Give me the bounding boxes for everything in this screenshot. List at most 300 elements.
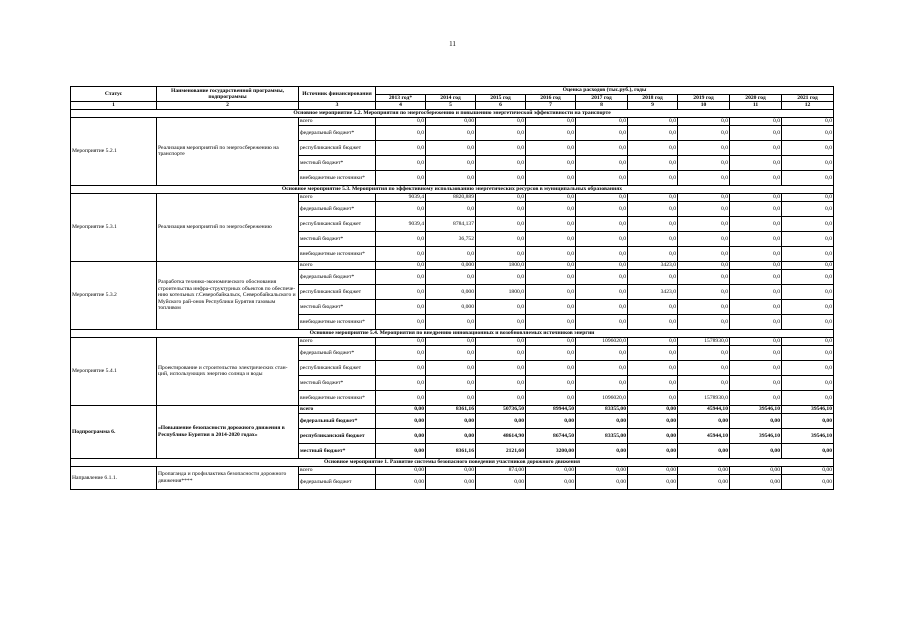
value-cell: 0,0 xyxy=(476,337,526,345)
year-header: 2013 год* xyxy=(376,95,426,102)
value-cell: 0,00 xyxy=(730,474,782,489)
value-cell: 0,0 xyxy=(476,140,526,155)
value-cell: 0,0 xyxy=(678,360,730,375)
funding-source-cell: республиканский бюджет xyxy=(299,428,376,443)
value-cell: 0,0 xyxy=(628,390,678,405)
value-cell: 0,0 xyxy=(678,261,730,269)
value-cell: 0,0 xyxy=(376,231,426,246)
value-cell: 0,0 xyxy=(628,299,678,314)
section-title-row xyxy=(71,458,834,466)
value-cell: 0,0 xyxy=(628,246,678,261)
table-row xyxy=(71,193,834,201)
value-cell: 0,0 xyxy=(782,231,834,246)
value-cell: 0,00 xyxy=(678,474,730,489)
value-cell: 0,0 xyxy=(376,261,426,269)
value-cell: 0,0 xyxy=(730,201,782,216)
value-cell: 0,000 xyxy=(426,284,476,299)
value-cell: 1096020,0 xyxy=(576,390,628,405)
value-cell: 0,00 xyxy=(628,474,678,489)
funding-source-cell: республиканский бюджет xyxy=(299,216,376,231)
value-cell: 0,0 xyxy=(376,345,426,360)
value-cell: 0,0 xyxy=(782,269,834,284)
section-title-row xyxy=(71,185,834,193)
header-status: Статус xyxy=(71,87,157,102)
value-cell: 0,0 xyxy=(576,299,628,314)
value-cell: 0,0 xyxy=(526,337,576,345)
value-cell: 0,0 xyxy=(526,140,576,155)
value-cell: 0,0 xyxy=(576,201,628,216)
value-cell: 0,0 xyxy=(782,140,834,155)
section-title: Основное мероприятие 5.2. Мероприятия по энергосбережению и повышению энергетической эффективности на транспорте xyxy=(71,109,834,117)
value-cell: 0,00 xyxy=(426,413,476,428)
program-name-cell: Реализация мероприятий по энергосбережению на транспорте xyxy=(157,117,299,185)
value-cell: 0,0 xyxy=(678,117,730,125)
value-cell: 0,0 xyxy=(730,360,782,375)
value-cell: 1800,0 xyxy=(476,261,526,269)
status-cell: Мероприятие 5.4.1 xyxy=(71,337,157,405)
value-cell: 0,0 xyxy=(782,390,834,405)
value-cell: 0,0 xyxy=(476,360,526,375)
column-number: 10 xyxy=(678,102,730,109)
table-row xyxy=(71,337,834,345)
value-cell: 0,0 xyxy=(426,345,476,360)
value-cell: 0,0 xyxy=(628,314,678,329)
value-cell: 0,0 xyxy=(526,390,576,405)
value-cell: 0,00 xyxy=(426,117,476,125)
value-cell: 0,0 xyxy=(376,125,426,140)
funding-source-cell: республиканский бюджет xyxy=(299,140,376,155)
value-cell: 36,752 xyxy=(426,231,476,246)
table-row xyxy=(71,466,834,474)
value-cell: 8361,16 xyxy=(426,443,476,458)
column-number: 11 xyxy=(730,102,782,109)
value-cell: 0,0 xyxy=(476,375,526,390)
value-cell: 8820,889 xyxy=(426,193,476,201)
value-cell: 0,0 xyxy=(576,375,628,390)
value-cell: 0,0 xyxy=(678,155,730,170)
value-cell: 0,0 xyxy=(628,375,678,390)
year-header: 2018 год xyxy=(628,95,678,102)
value-cell: 0,0 xyxy=(730,193,782,201)
value-cell: 0,0 xyxy=(678,170,730,185)
value-cell: 0,0 xyxy=(526,201,576,216)
value-cell: 0,0 xyxy=(476,246,526,261)
value-cell: 0,00 xyxy=(628,413,678,428)
value-cell: 0,0 xyxy=(730,284,782,299)
value-cell: 48614,90 xyxy=(476,428,526,443)
value-cell: 0,0 xyxy=(730,140,782,155)
value-cell: 0,0 xyxy=(576,269,628,284)
value-cell: 0,0 xyxy=(526,360,576,375)
funding-source-cell: федеральный бюджет* xyxy=(299,269,376,284)
status-cell: Подпрограмма 6. xyxy=(71,405,157,458)
value-cell: 39546,10 xyxy=(782,405,834,413)
value-cell: 0,0 xyxy=(476,231,526,246)
column-number: 5 xyxy=(426,102,476,109)
value-cell: 0,0 xyxy=(426,360,476,375)
value-cell: 0,00 xyxy=(426,474,476,489)
value-cell: 0,0 xyxy=(426,170,476,185)
status-cell: Направление 6.1.1. xyxy=(71,466,157,489)
value-cell: 8784,137 xyxy=(426,216,476,231)
value-cell: 0,0 xyxy=(678,201,730,216)
value-cell: 0,0 xyxy=(526,170,576,185)
value-cell: 1096020,0 xyxy=(576,337,628,345)
value-cell: 0,0 xyxy=(678,140,730,155)
column-number: 8 xyxy=(576,102,628,109)
value-cell: 0,0 xyxy=(576,117,628,125)
value-cell: 0,0 xyxy=(782,216,834,231)
value-cell: 0,0 xyxy=(476,216,526,231)
year-header: 2016 год xyxy=(526,95,576,102)
column-number: 12 xyxy=(782,102,834,109)
value-cell: 3423,0 xyxy=(628,284,678,299)
value-cell: 0,0 xyxy=(628,345,678,360)
value-cell: 0,0 xyxy=(526,314,576,329)
section-title-row xyxy=(71,109,834,117)
funding-source-cell: внебюджетные источники* xyxy=(299,314,376,329)
value-cell: 0,0 xyxy=(476,314,526,329)
program-name-cell: Реализация мероприятий по энергосбережению xyxy=(157,193,299,261)
value-cell: 0,0 xyxy=(678,345,730,360)
header-source: Источник финансирования xyxy=(299,87,376,102)
value-cell: 0,0 xyxy=(576,231,628,246)
value-cell: 0,0 xyxy=(376,390,426,405)
column-number: 4 xyxy=(376,102,426,109)
value-cell: 0,0 xyxy=(376,201,426,216)
value-cell: 0,0 xyxy=(476,201,526,216)
funding-source-cell: всего xyxy=(299,405,376,413)
table-row xyxy=(71,117,834,125)
year-header: 2015 год xyxy=(476,95,526,102)
value-cell: 0,0 xyxy=(782,201,834,216)
value-cell: 0,0 xyxy=(376,375,426,390)
value-cell: 0,0 xyxy=(526,193,576,201)
value-cell: 0,00 xyxy=(782,466,834,474)
value-cell: 0,00 xyxy=(782,474,834,489)
funding-source-cell: федеральный бюджет* xyxy=(299,201,376,216)
value-cell: 0,0 xyxy=(426,125,476,140)
value-cell: 0,0 xyxy=(782,261,834,269)
funding-source-cell: внебюджетные источники* xyxy=(299,170,376,185)
value-cell: 0,0 xyxy=(376,299,426,314)
value-cell: 50736,50 xyxy=(476,405,526,413)
value-cell: 0,0 xyxy=(426,246,476,261)
value-cell: 0,0 xyxy=(576,345,628,360)
value-cell: 0,0 xyxy=(376,140,426,155)
value-cell: 0,0 xyxy=(526,284,576,299)
value-cell: 0,00 xyxy=(426,428,476,443)
value-cell: 0,00 xyxy=(526,474,576,489)
value-cell: 0,0 xyxy=(628,170,678,185)
value-cell: 0,0 xyxy=(526,155,576,170)
value-cell: 0,00 xyxy=(526,466,576,474)
value-cell: 0,00 xyxy=(628,428,678,443)
value-cell: 0,0 xyxy=(678,284,730,299)
value-cell: 1800,0 xyxy=(476,284,526,299)
value-cell: 0,0 xyxy=(678,375,730,390)
funding-source-cell: республиканский бюджет xyxy=(299,360,376,375)
value-cell: 0,0 xyxy=(376,170,426,185)
value-cell: 0,00 xyxy=(476,413,526,428)
value-cell: 0,0 xyxy=(576,246,628,261)
value-cell: 0,0 xyxy=(628,155,678,170)
funding-source-cell: всего xyxy=(299,337,376,345)
value-cell: 0,0 xyxy=(426,155,476,170)
program-name-cell: Пропаганда и профилактика безопасности дорожного движения**** xyxy=(157,466,299,489)
funding-source-cell: федеральный бюджет* xyxy=(299,345,376,360)
value-cell: 0,0 xyxy=(476,170,526,185)
year-header: 2020 год xyxy=(730,95,782,102)
value-cell: 0,0 xyxy=(782,193,834,201)
value-cell: 9039,4 xyxy=(376,193,426,201)
value-cell: 0,0 xyxy=(526,345,576,360)
value-cell: 83355,00 xyxy=(576,405,628,413)
value-cell: 0,0 xyxy=(628,231,678,246)
funding-source-cell: всего xyxy=(299,117,376,125)
table-row xyxy=(71,261,834,269)
value-cell: 0,00 xyxy=(376,405,426,413)
value-cell: 0,0 xyxy=(782,155,834,170)
funding-source-cell: местный бюджет* xyxy=(299,155,376,170)
value-cell: 0,0 xyxy=(628,337,678,345)
value-cell: 0,0 xyxy=(376,284,426,299)
value-cell: 39546,10 xyxy=(730,405,782,413)
funding-source-cell: федеральный бюджет* xyxy=(299,413,376,428)
value-cell: 0,0 xyxy=(730,216,782,231)
value-cell: 2121,60 xyxy=(476,443,526,458)
value-cell: 0,0 xyxy=(730,125,782,140)
value-cell: 3200,00 xyxy=(526,443,576,458)
value-cell: 0,00 xyxy=(782,413,834,428)
value-cell: 0,0 xyxy=(782,246,834,261)
value-cell: 0,0 xyxy=(476,390,526,405)
value-cell: 0,0 xyxy=(678,216,730,231)
column-number: 2 xyxy=(157,102,299,109)
value-cell: 0,0 xyxy=(678,269,730,284)
section-title: Основное мероприятие 1. Развитие системы безопасного поведения участников дорожного движения xyxy=(71,458,834,466)
value-cell: 0,0 xyxy=(678,246,730,261)
value-cell: 0,0 xyxy=(426,201,476,216)
value-cell: 1578930,0 xyxy=(678,337,730,345)
value-cell: 0,0 xyxy=(730,231,782,246)
value-cell: 0,00 xyxy=(678,443,730,458)
value-cell: 0,0 xyxy=(526,246,576,261)
value-cell: 0,0 xyxy=(576,360,628,375)
value-cell: 0,0 xyxy=(678,231,730,246)
value-cell: 39546,10 xyxy=(730,428,782,443)
value-cell: 0,0 xyxy=(678,125,730,140)
page-number: 11 xyxy=(449,40,456,48)
value-cell: 0,0 xyxy=(376,314,426,329)
program-name-cell: Разработка технико-экономического обоснования строительства инфра-структурных объектов по обеспече-нию котельных г.Северобайкальск, Северобайкальского и Муйского рай-онов Республики Бурятия газовым топливом xyxy=(157,261,299,329)
value-cell: 0,0 xyxy=(526,269,576,284)
value-cell: 0,00 xyxy=(376,474,426,489)
value-cell: 0,0 xyxy=(782,375,834,390)
value-cell: 0,0 xyxy=(576,170,628,185)
value-cell: 0,0 xyxy=(782,360,834,375)
value-cell: 0,0 xyxy=(476,345,526,360)
value-cell: 0,0 xyxy=(628,193,678,201)
value-cell: 0,0 xyxy=(576,155,628,170)
funding-source-cell: федеральный бюджет* xyxy=(299,125,376,140)
funding-source-cell: местный бюджет* xyxy=(299,375,376,390)
value-cell: 0,0 xyxy=(782,314,834,329)
value-cell: 0,0 xyxy=(730,345,782,360)
value-cell: 0,0 xyxy=(678,193,730,201)
value-cell: 83355,00 xyxy=(576,428,628,443)
header-estimate: Оценка расходов (тыс.руб.), годы xyxy=(376,87,834,95)
value-cell: 0,0 xyxy=(782,125,834,140)
value-cell: 3423,0 xyxy=(628,261,678,269)
value-cell: 0,0 xyxy=(376,269,426,284)
value-cell: 89944,50 xyxy=(526,405,576,413)
value-cell: 0,00 xyxy=(376,466,426,474)
value-cell: 0,0 xyxy=(628,140,678,155)
value-cell: 9039,4 xyxy=(376,216,426,231)
funding-source-cell: местный бюджет* xyxy=(299,443,376,458)
value-cell: 0,00 xyxy=(476,474,526,489)
value-cell: 0,00 xyxy=(576,443,628,458)
value-cell: 0,0 xyxy=(628,269,678,284)
funding-source-cell: местный бюджет* xyxy=(299,299,376,314)
value-cell: 45944,10 xyxy=(678,405,730,413)
value-cell: 0,0 xyxy=(476,299,526,314)
program-name-cell: Проектирование и строительство электрических стан-ций, использующих энергию солнца и воды xyxy=(157,337,299,405)
value-cell: 0,00 xyxy=(576,413,628,428)
value-cell: 0,0 xyxy=(628,125,678,140)
value-cell: 0,0 xyxy=(526,375,576,390)
value-cell: 0,0 xyxy=(730,155,782,170)
value-cell: 1578930,0 xyxy=(678,390,730,405)
value-cell: 0,00 xyxy=(678,413,730,428)
column-number: 3 xyxy=(299,102,376,109)
funding-source-cell: местный бюджет* xyxy=(299,231,376,246)
value-cell: 0,0 xyxy=(376,155,426,170)
table-row xyxy=(71,405,834,413)
value-cell: 0,0 xyxy=(782,345,834,360)
column-number: 6 xyxy=(476,102,526,109)
value-cell: 0,00 xyxy=(376,443,426,458)
value-cell: 0,000 xyxy=(426,299,476,314)
value-cell: 0,0 xyxy=(576,314,628,329)
value-cell: 0,0 xyxy=(678,314,730,329)
value-cell: 0,0 xyxy=(730,170,782,185)
value-cell: 0,0 xyxy=(576,261,628,269)
funding-source-cell: внебюджетные источники* xyxy=(299,246,376,261)
value-cell: 0,0 xyxy=(628,201,678,216)
value-cell: 0,0 xyxy=(426,337,476,345)
value-cell: 0,0 xyxy=(730,390,782,405)
value-cell: 0,0 xyxy=(526,125,576,140)
value-cell: 0,00 xyxy=(576,474,628,489)
value-cell: 874,00 xyxy=(476,466,526,474)
value-cell: 0,00 xyxy=(730,413,782,428)
program-name-cell: «Повышение безопасности дорожного движения в Республике Бурятия в 2014-2020 годах» xyxy=(157,405,299,458)
value-cell: 0,0 xyxy=(526,261,576,269)
value-cell: 0,0 xyxy=(576,216,628,231)
value-cell: 0,0 xyxy=(426,314,476,329)
value-cell: 0,00 xyxy=(576,466,628,474)
expenses-table xyxy=(70,86,834,490)
value-cell: 0,0 xyxy=(376,246,426,261)
value-cell: 0,00 xyxy=(376,413,426,428)
section-title: Основное мероприятие 5.4. Мероприятия по внедрению инновационных и возобновляемых источников энергии xyxy=(71,329,834,337)
column-number: 7 xyxy=(526,102,576,109)
value-cell: 0,0 xyxy=(376,337,426,345)
value-cell: 0,0 xyxy=(628,117,678,125)
value-cell: 0,0 xyxy=(576,193,628,201)
year-header: 2017 год xyxy=(576,95,628,102)
value-cell: 0,0 xyxy=(782,284,834,299)
value-cell: 0,00 xyxy=(730,466,782,474)
funding-source-cell: федеральный бюджет xyxy=(299,474,376,489)
year-header: 2014 год xyxy=(426,95,476,102)
funding-source-cell: республиканский бюджет xyxy=(299,284,376,299)
status-cell: Мероприятие 5.3.2 xyxy=(71,261,157,329)
value-cell: 39546,10 xyxy=(782,428,834,443)
value-cell: 0,0 xyxy=(782,117,834,125)
funding-source-cell: всего xyxy=(299,466,376,474)
value-cell: 0,00 xyxy=(628,405,678,413)
value-cell: 0,0 xyxy=(730,246,782,261)
value-cell: 0,0 xyxy=(782,337,834,345)
value-cell: 0,000 xyxy=(426,261,476,269)
value-cell: 0,00 xyxy=(426,466,476,474)
value-cell: 0,0 xyxy=(426,140,476,155)
value-cell: 0,0 xyxy=(730,375,782,390)
value-cell: 0,0 xyxy=(576,140,628,155)
funding-source-cell: всего xyxy=(299,193,376,201)
section-title: Основное мероприятие 5.3. Мероприятия по эффективному использованию энергетических ресурсов в муниципальных образованиях xyxy=(71,185,834,193)
status-cell: Мероприятие 5.3.1 xyxy=(71,193,157,261)
status-cell: Мероприятие 5.2.1 xyxy=(71,117,157,185)
value-cell: 0,0 xyxy=(730,314,782,329)
value-cell: 0,0 xyxy=(730,117,782,125)
value-cell: 0,0 xyxy=(526,216,576,231)
value-cell: 0,0 xyxy=(628,216,678,231)
value-cell: 0,00 xyxy=(782,443,834,458)
value-cell: 0,0 xyxy=(782,170,834,185)
value-cell: 0,0 xyxy=(426,375,476,390)
value-cell: 0,0 xyxy=(376,360,426,375)
value-cell: 0,00 xyxy=(526,413,576,428)
value-cell: 0,00 xyxy=(678,466,730,474)
value-cell: 0,00 xyxy=(628,466,678,474)
value-cell: 0,0 xyxy=(476,193,526,201)
column-number: 9 xyxy=(628,102,678,109)
value-cell: 0,0 xyxy=(526,231,576,246)
value-cell: 45944,10 xyxy=(678,428,730,443)
value-cell: 0,0 xyxy=(730,337,782,345)
value-cell: 0,0 xyxy=(678,299,730,314)
value-cell: 86744,50 xyxy=(526,428,576,443)
header-program-name: Наименование государственной программы, подпрограммы xyxy=(157,87,299,102)
value-cell: 8361,16 xyxy=(426,405,476,413)
value-cell: 0,0 xyxy=(476,117,526,125)
funding-source-cell: внебюджетные источники* xyxy=(299,390,376,405)
value-cell: 0,0 xyxy=(576,284,628,299)
value-cell: 0,00 xyxy=(376,428,426,443)
value-cell: 0,0 xyxy=(730,269,782,284)
value-cell: 0,0 xyxy=(426,269,476,284)
value-cell: 0,0 xyxy=(730,261,782,269)
section-title-row xyxy=(71,329,834,337)
funding-source-cell: всего xyxy=(299,261,376,269)
value-cell: 0,00 xyxy=(730,443,782,458)
value-cell: 0,0 xyxy=(376,117,426,125)
value-cell: 0,0 xyxy=(730,299,782,314)
